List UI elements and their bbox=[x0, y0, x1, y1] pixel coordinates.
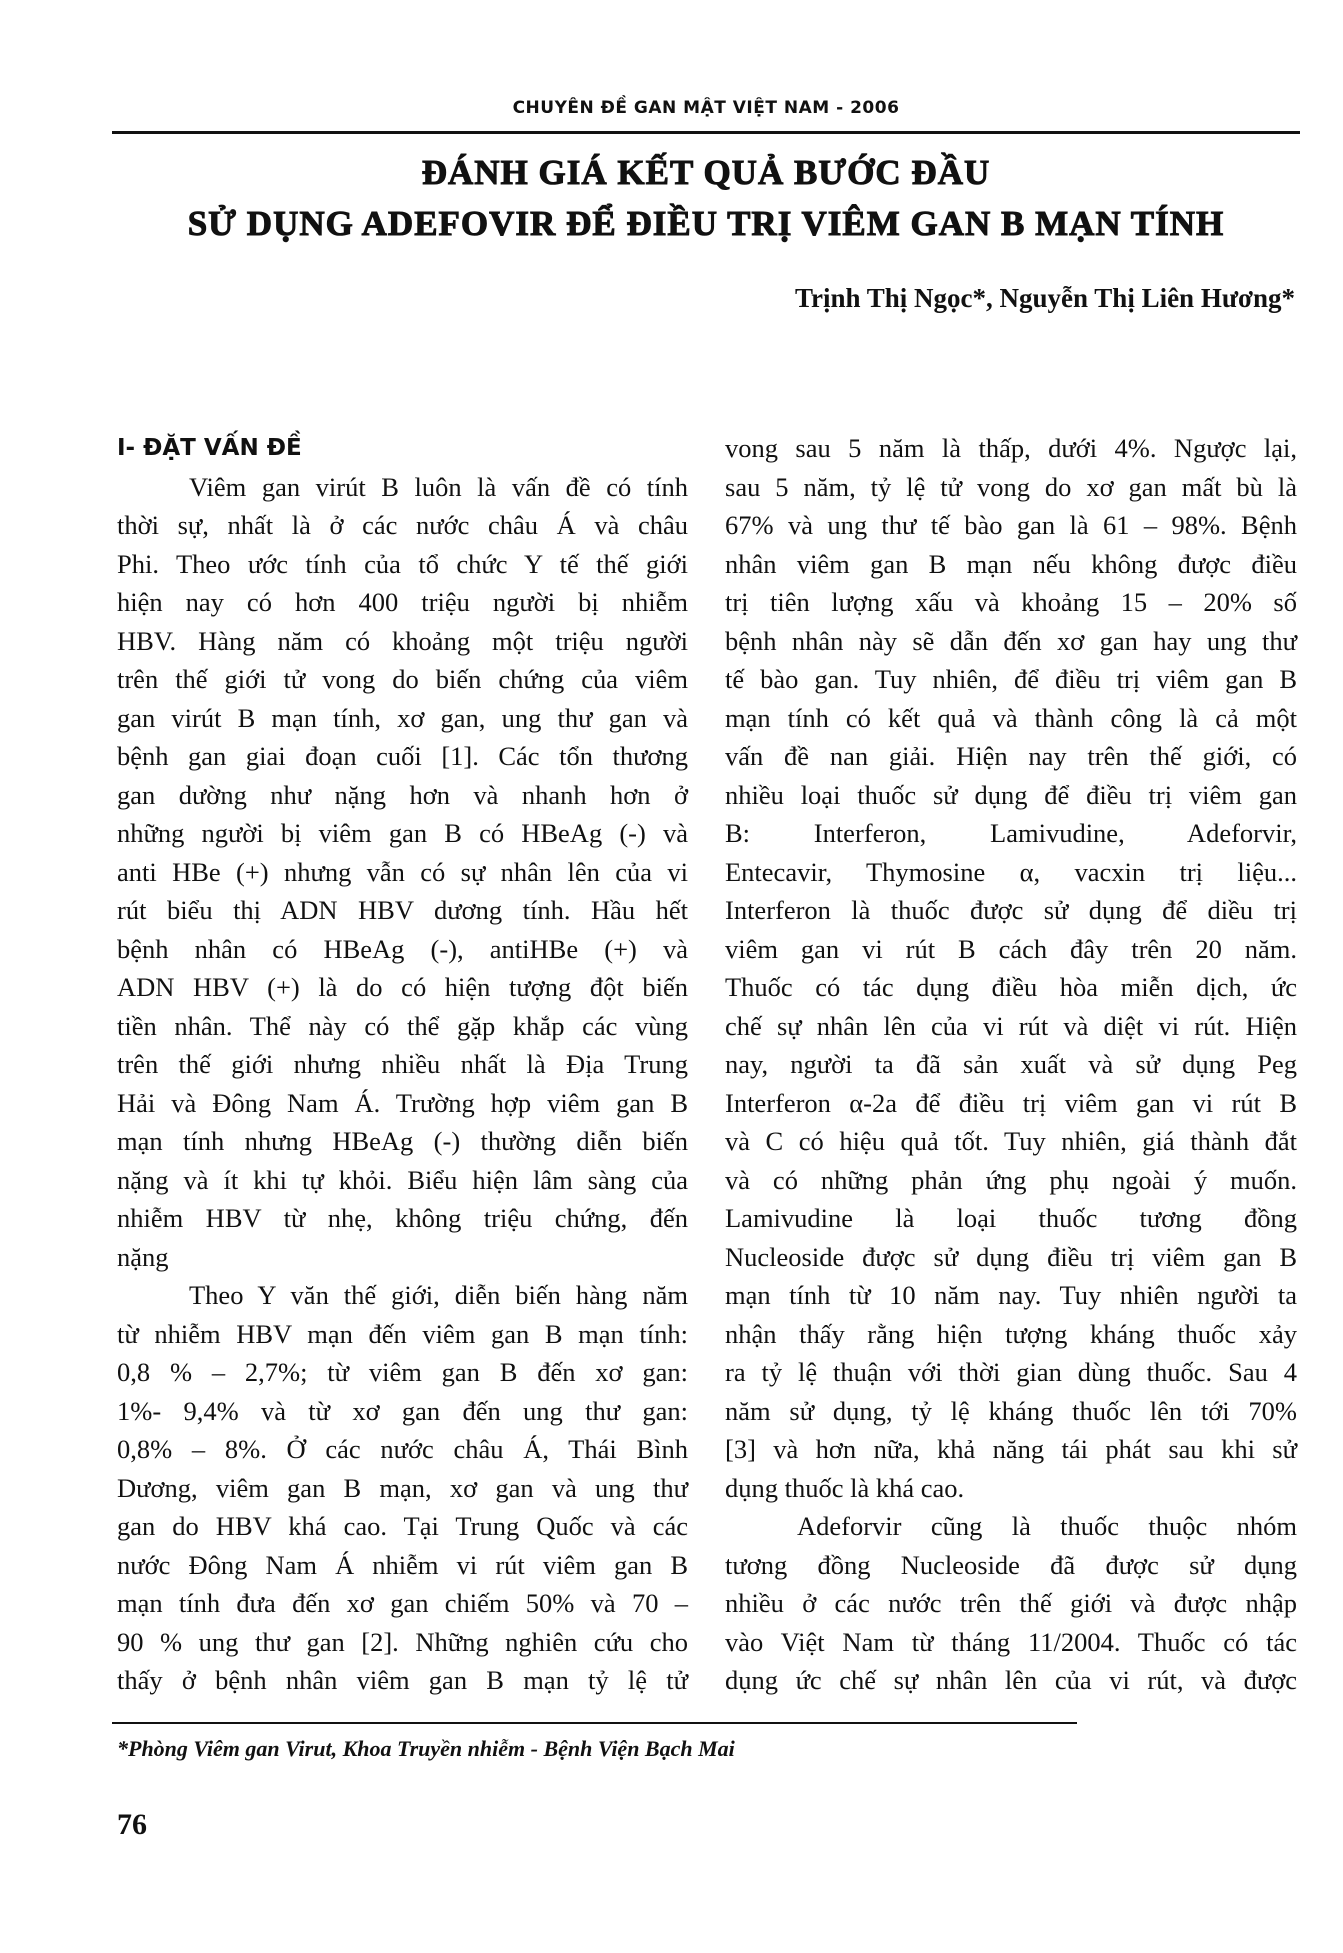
text-line: vong sau 5 năm là thấp, dưới 4%. Ngược lại, bbox=[725, 433, 1297, 463]
text-line: và có những phản ứng phụ ngoài ý muốn. bbox=[725, 1164, 1297, 1195]
text-line: nhận thấy rằng hiện tượng kháng thuốc xảy bbox=[725, 1318, 1297, 1349]
text-line: dụng ức chế sự nhân lên của vi rút, và được bbox=[725, 1665, 1297, 1695]
text-line: thời sự, nhất là ở các nước châu Á và châu bbox=[117, 510, 688, 540]
article-title-line-2: SỬ DỤNG ADEFOVIR ĐỂ ĐIỀU TRỊ VIÊM GAN B MẠN TÍNH bbox=[187, 204, 1225, 243]
text-line: mạn tính đưa đến xơ gan chiếm 50% và 70 – bbox=[117, 1588, 688, 1618]
text-line: bệnh nhân này sẽ dẫn đến xơ gan hay ung thư bbox=[725, 625, 1297, 656]
text-line: Phi. Theo ước tính của tổ chức Y tế thế giới bbox=[117, 548, 688, 579]
text-line: anti HBe (+) nhưng vẫn có sự nhân lên của vi bbox=[117, 856, 688, 887]
text-line: gan virút B mạn tính, xơ gan, ung thư gan và bbox=[117, 702, 688, 733]
text-line: 90 % ung thư gan [2]. Những nghiên cứu cho bbox=[117, 1626, 688, 1657]
text-line: Theo Y văn thế giới, diễn biến hàng năm bbox=[189, 1280, 688, 1310]
text-line: B: Interferon, Lamivudine, Adeforvir, bbox=[725, 818, 1297, 848]
text-line: trên thế giới nhưng nhiều nhất là Địa Trung bbox=[117, 1049, 688, 1079]
text-line: 0,8 % – 2,7%; từ viêm gan B đến xơ gan: bbox=[117, 1357, 688, 1387]
text-line: viêm gan vi rút B cách đây trên 20 năm. bbox=[725, 933, 1297, 964]
text-line: Nucleoside được sử dụng điều trị viêm gan B bbox=[725, 1241, 1297, 1272]
footnote: *Phòng Viêm gan Virut, Khoa Truyền nhiễm - Bệnh Viện Bạch Mai bbox=[117, 1736, 735, 1761]
text-line: bệnh nhân có HBeAg (-), antiHBe (+) và bbox=[117, 933, 688, 964]
section-heading: I- ĐẶT VẤN ĐỀ bbox=[117, 435, 302, 461]
text-line: ADN HBV (+) là do có hiện tượng đột biến bbox=[117, 972, 688, 1002]
text-line: nhiều ở các nước trên thế giới và được nhập bbox=[725, 1588, 1297, 1618]
text-line: nặng và ít khi tự khỏi. Biểu hiện lâm sàng của bbox=[117, 1164, 688, 1195]
text-line: bệnh gan giai đoạn cuối [1]. Các tổn thương bbox=[117, 741, 688, 771]
text-line: rút biểu thị ADN HBV dương tính. Hầu hết bbox=[117, 895, 688, 925]
text-line: nhân viêm gan B mạn nếu không được điều bbox=[725, 548, 1297, 579]
text-line: và C có hiệu quả tốt. Tuy nhiên, giá thành đắt bbox=[725, 1126, 1297, 1156]
text-line: Interferon là thuốc được sử dụng để diều trị bbox=[725, 895, 1297, 925]
text-line: Adeforvir cũng là thuốc thuộc nhóm bbox=[797, 1511, 1297, 1541]
text-line: Dương, viêm gan B mạn, xơ gan và ung thư bbox=[117, 1472, 688, 1503]
text-line: những người bị viêm gan B có HBeAg (-) và bbox=[117, 818, 688, 848]
text-line: ra tỷ lệ thuận với thời gian dùng thuốc. Sau 4 bbox=[725, 1357, 1297, 1387]
text-line: chế sự nhân lên của vi rút và diệt vi rút. Hiện bbox=[725, 1010, 1297, 1041]
text-line: tiền nhân. Thể này có thể gặp khắp các vùng bbox=[117, 1010, 688, 1041]
text-line: năm sử dụng, tỷ lệ kháng thuốc lên tới 70% bbox=[725, 1395, 1297, 1426]
article-title-line-1: ĐÁNH GIÁ KẾT QUẢ BƯỚC ĐẦU bbox=[421, 153, 991, 192]
text-line: hiện nay có hơn 400 triệu người bị nhiễm bbox=[117, 587, 688, 617]
text-line: Lamivudine là loại thuốc tương đồng bbox=[725, 1203, 1297, 1233]
text-line: sau 5 năm, tỷ lệ tử vong do xơ gan mất bù là bbox=[725, 471, 1297, 502]
running-head: CHUYÊN ĐỀ GAN MẬT VIỆT NAM - 2006 bbox=[512, 98, 900, 118]
text-line: dụng thuốc là khá cao. bbox=[725, 1472, 965, 1503]
text-line: HBV. Hàng năm có khoảng một triệu người bbox=[117, 625, 688, 656]
text-line: vào Việt Nam từ tháng 11/2004. Thuốc có tác bbox=[725, 1626, 1297, 1657]
text-line: [3] và hơn nữa, khả năng tái phát sau khi sử bbox=[725, 1434, 1297, 1464]
text-line: Hải và Đông Nam Á. Trường hợp viêm gan B bbox=[117, 1087, 688, 1118]
text-line: nước Đông Nam Á nhiễm vi rút viêm gan B bbox=[117, 1549, 688, 1580]
text-line: nay, người ta đã sản xuất và sử dụng Peg bbox=[725, 1049, 1297, 1079]
page-number: 76 bbox=[117, 1808, 147, 1841]
text-line: thấy ở bệnh nhân viêm gan B mạn tỷ lệ tử bbox=[117, 1665, 688, 1695]
header-rule bbox=[112, 131, 1300, 134]
text-line: 0,8% – 8%. Ở các nước châu Á, Thái Bình bbox=[117, 1434, 688, 1464]
text-line: nặng bbox=[117, 1241, 169, 1272]
footnote-rule bbox=[112, 1722, 1077, 1724]
text-line: mạn tính từ 10 năm nay. Tuy nhiên người ta bbox=[725, 1280, 1297, 1310]
text-line: Viêm gan virút B luôn là vấn đề có tính bbox=[189, 471, 688, 502]
text-line: từ nhiễm HBV mạn đến viêm gan B mạn tính: bbox=[117, 1318, 688, 1349]
text-line: trên thế giới tử vong do biến chứng của viêm bbox=[117, 664, 688, 694]
text-line: nhiều loại thuốc sử dụng để điều trị viêm gan bbox=[725, 779, 1297, 810]
text-line: Interferon α-2a để điều trị viêm gan vi rút B bbox=[725, 1087, 1297, 1118]
text-line: 67% và ung thư tế bào gan là 61 – 98%. Bệnh bbox=[725, 510, 1297, 540]
text-line: tế bào gan. Tuy nhiên, để điều trị viêm gan B bbox=[725, 664, 1297, 694]
text-line: gan dường như nặng hơn và nhanh hơn ở bbox=[117, 779, 688, 810]
text-line: Thuốc có tác dụng điều hòa miễn dịch, ức bbox=[725, 972, 1297, 1002]
text-line: Entecavir, Thymosine α, vacxin trị liệu... bbox=[725, 856, 1297, 887]
text-line: tương đồng Nucleoside đã được sử dụng bbox=[725, 1549, 1297, 1580]
text-line: mạn tính nhưng HBeAg (-) thường diễn biến bbox=[117, 1126, 688, 1156]
text-line: nhiễm HBV từ nhẹ, không triệu chứng, đến bbox=[117, 1203, 688, 1233]
text-line: vấn đề nan giải. Hiện nay trên thế giới, có bbox=[725, 741, 1297, 771]
authors: Trịnh Thị Ngọc*, Nguyễn Thị Liên Hương* bbox=[794, 283, 1295, 313]
text-line: mạn tính có kết quả và thành công là cả một bbox=[725, 702, 1297, 733]
text-line: gan do HBV khá cao. Tại Trung Quốc và các bbox=[117, 1511, 688, 1541]
text-line: trị tiên lượng xấu và khoảng 15 – 20% số bbox=[725, 587, 1297, 617]
text-line: 1%- 9,4% và từ xơ gan đến ung thư gan: bbox=[117, 1395, 688, 1426]
